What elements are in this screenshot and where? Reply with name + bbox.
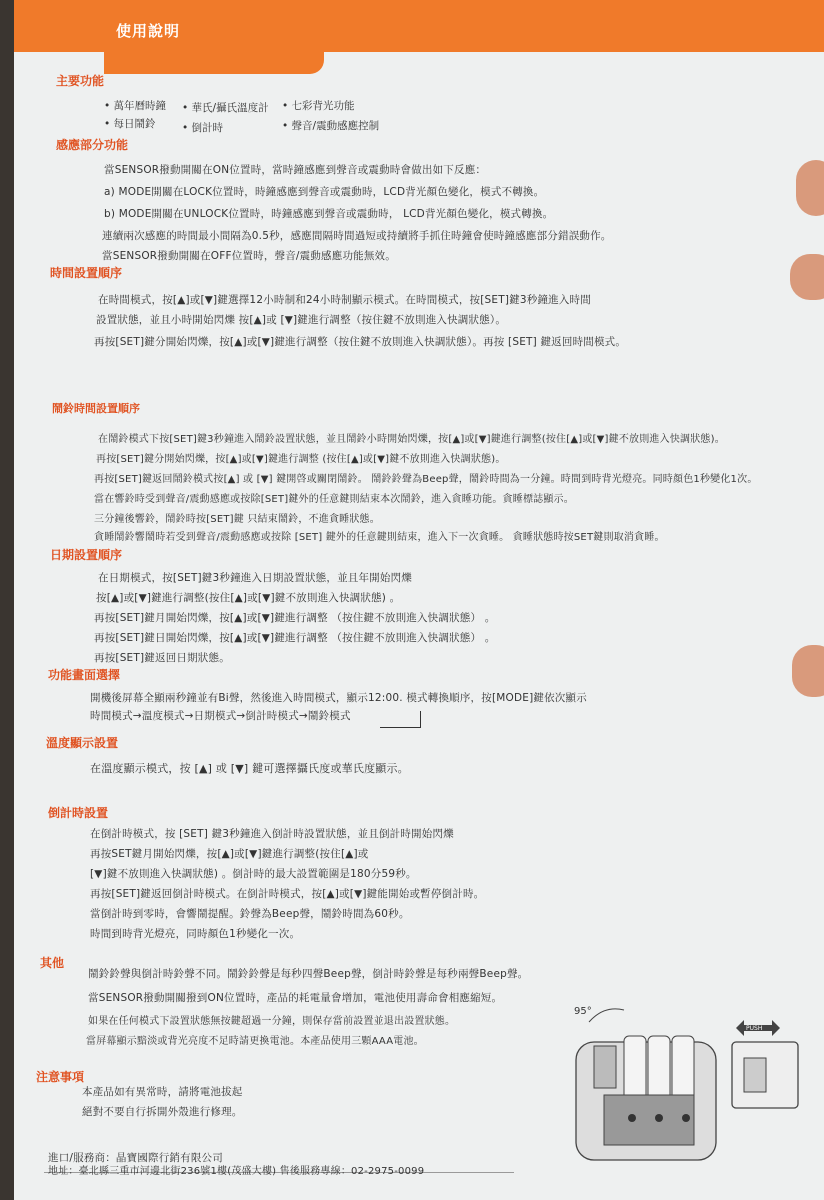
mode-flow-loop-arrow xyxy=(380,711,421,728)
notice-title: 注意事項 xyxy=(36,1070,85,1084)
sensor-line: b) MODE開關在UNLOCK位置時，時鐘感應到聲音或震動時， LCD背光顏色變化，模式轉換。 xyxy=(104,208,554,220)
address-info: 地址：臺北縣三重市河邊北街236號1樓(茂盛大樓) 售後服務專線：02-2975-0099 xyxy=(48,1166,425,1177)
other-line: 當SENSOR撥動開關撥到ON位置時，產品的耗電量會增加，電池使用壽命會相應縮短。 xyxy=(88,992,503,1004)
feature-item: • 每日鬧鈴 xyxy=(104,116,156,131)
finger xyxy=(796,160,824,216)
feature-item: • 萬年曆時鐘 xyxy=(104,98,166,113)
sensor-title: 感應部分功能 xyxy=(56,138,129,152)
alarm-setting-line: 貪睡鬧鈴響鬧時若受到聲音/震動感應或按除 [SET] 鍵外的任意鍵則結束，進入下一次貪睡。 貪睡狀態時按SET鍵則取消貪睡。 xyxy=(94,532,665,543)
countdown-line: 時間到時背光燈亮，同時顏色1秒變化一次。 xyxy=(90,928,301,940)
feature-item: • 聲音/震動感應控制 xyxy=(282,118,379,133)
date-setting-line: 再按[SET]鍵月開始閃爍，按[▲]或[▼]鍵進行調整 （按住鍵不放則進入快調狀態） 。 xyxy=(94,612,496,624)
feature-item: • 七彩背光功能 xyxy=(282,98,355,113)
function-select-title: 功能畫面選擇 xyxy=(48,668,121,682)
countdown-title: 倒計時設置 xyxy=(48,806,109,820)
countdown-line: 再按[SET]鍵返回倒計時模式。在倒計時模式，按[▲]或[▼]鍵能開始或暫停倒計時。 xyxy=(90,888,485,900)
importer-info: 進口/服務商：晶寶國際行銷有限公司 xyxy=(48,1152,223,1164)
push-label: PUSH xyxy=(746,1025,763,1032)
countdown-line: 當倒計時到零時，會響鬧提醒。鈴聲為Beep聲，鬧鈴時間為60秒。 xyxy=(90,908,410,920)
angle-arc xyxy=(589,1009,624,1022)
time-setting-line: 再按[SET]鍵分開始閃爍，按[▲]或[▼]鍵進行調整（按住鍵不放則進入快調狀態）。再按 [SET] 鍵返回時間模式。 xyxy=(94,336,627,348)
angle-label: 95° xyxy=(574,1006,592,1017)
time-setting-line: 在時間模式，按[▲]或[▼]鍵選擇12小時制和24小時制顯示模式。在時間模式，按[SET]鍵3秒鐘進入時間 xyxy=(98,294,591,306)
cover-latch xyxy=(744,1058,766,1092)
battery-compartment xyxy=(604,1095,694,1145)
open-lid xyxy=(594,1046,616,1088)
finger xyxy=(790,254,824,300)
header-tab xyxy=(104,52,324,74)
date-setting-line: 再按[SET]鍵返回日期狀態。 xyxy=(94,652,230,664)
temperature-line: 在溫度顯示模式，按 [▲] 或 [▼] 鍵可選擇攝氏度或華氏度顯示。 xyxy=(90,762,409,775)
date-setting-line: 再按[SET]鍵日開始閃爍，按[▲]或[▼]鍵進行調整 （按住鍵不放則進入快調狀態） 。 xyxy=(94,632,496,644)
other-line: 當屏幕顯示黯淡或背光亮度不足時請更換電池。本產品使用三顆AAA電池。 xyxy=(86,1036,424,1047)
contact-dot xyxy=(682,1114,690,1122)
function-select-line: 開機後屏幕全顯兩秒鐘並有Bi聲，然後進入時間模式，顯示12:00. 模式轉換順序，按[MODE]鍵依次顯示 xyxy=(90,692,587,704)
alarm-setting-line: 再按[SET]鍵返回鬧鈴模式按[▲] 或 [▼] 鍵開啓或關閉鬧鈴。 鬧鈴鈴聲為Beep聲，鬧鈴時間為一分鐘。時間到時背光燈亮。同時顏色1秒變化1次。 xyxy=(94,474,758,485)
other-line: 如果在任何模式下設置狀態無按鍵超過一分鐘，則保存當前設置並退出設置狀態。 xyxy=(88,1016,456,1027)
date-setting-line: 按[▲]或[▼]鍵進行調整(按住[▲]或[▼]鍵不放則進入快調狀態) 。 xyxy=(96,592,401,604)
feature-item: • 華氏/攝氏溫度計 xyxy=(182,100,269,115)
alarm-setting-title: 鬧鈴時間設置順序 xyxy=(52,402,140,415)
feature-item: • 倒計時 xyxy=(182,120,223,135)
contact-dot xyxy=(628,1114,636,1122)
other-line: 鬧鈴鈴聲與倒計時鈴聲不同。鬧鈴鈴聲是每秒四聲Beep聲，倒計時鈴聲是每秒兩聲Beep聲。 xyxy=(88,968,529,980)
page-title: 使用說明 xyxy=(116,22,181,40)
countdown-line: 在倒計時模式，按 [SET] 鍵3秒鐘進入倒計時設置狀態，並且倒計時開始閃爍 xyxy=(90,828,454,840)
time-setting-title: 時間設置順序 xyxy=(50,266,123,280)
sensor-line: 當SENSOR撥動開關在ON位置時，當時鐘感應到聲音或震動時會做出如下反應： xyxy=(104,164,487,176)
time-setting-line: 設置狀態，並且小時開始閃爍 按[▲]或 [▼]鍵進行調整（按住鍵不放則進入快調狀態）。 xyxy=(96,314,507,326)
sensor-line: 連續兩次感應的時間最小間隔為0.5秒，感應間隔時間過短或持續將手抓住時鐘會使時鐘感應部分錯誤動作。 xyxy=(102,230,612,242)
alarm-setting-line: 在鬧鈴模式下按[SET]鍵3秒鐘進入鬧鈴設置狀態，並且鬧鈴小時開始閃爍，按[▲]或[▼]鍵進行調整(按住[▲]或[▼]鍵不放則進入快調狀態)。 xyxy=(98,434,725,445)
temperature-title: 溫度顯示設置 xyxy=(46,736,119,750)
countdown-line: [▼]鍵不放則進入快調狀態) 。倒計時的最大設置範圍是180分59秒。 xyxy=(90,868,417,880)
sensor-line: 當SENSOR撥動開關在OFF位置時，聲音/震動感應功能無效。 xyxy=(102,250,396,262)
mode-flow: 時間模式→溫度模式→日期模式→倒計時模式→鬧鈴模式 xyxy=(90,710,351,722)
notice-line: 本產品如有異常時，請將電池拔起 xyxy=(82,1086,243,1098)
battery-diagram xyxy=(564,1000,804,1170)
alarm-setting-line: 當在響鈴時受到聲音/震動感應或按除[SET]鍵外的任意鍵則結束本次鬧鈴，進入貪睡功能。貪睡標誌顯示。 xyxy=(94,494,574,505)
notice-line: 絕對不要自行拆開外殼進行修理。 xyxy=(82,1106,243,1118)
finger xyxy=(792,645,824,697)
sensor-line: a) MODE開關在LOCK位置時，時鐘感應到聲音或震動時，LCD背光顏色變化，模式不轉換。 xyxy=(104,186,545,198)
countdown-line: 再按SET鍵月開始閃爍，按[▲]或[▼]鍵進行調整(按住[▲]或 xyxy=(90,848,369,860)
date-setting-title: 日期設置順序 xyxy=(50,548,123,562)
alarm-setting-line: 再按[SET]鍵分開始閃爍，按[▲]或[▼]鍵進行調整 (按住[▲]或[▼]鍵不放則進入快調狀態)。 xyxy=(96,454,506,465)
contact-dot xyxy=(655,1114,663,1122)
instruction-sheet xyxy=(14,0,824,1200)
other-title: 其他 xyxy=(40,956,65,970)
features-title: 主要功能 xyxy=(56,74,105,88)
alarm-setting-line: 三分鐘後響鈴，鬧鈴時按[SET]鍵 只結束鬧鈴，不進貪睡狀態。 xyxy=(94,514,380,525)
date-setting-line: 在日期模式，按[SET]鍵3秒鐘進入日期設置狀態，並且年開始閃爍 xyxy=(98,572,412,584)
